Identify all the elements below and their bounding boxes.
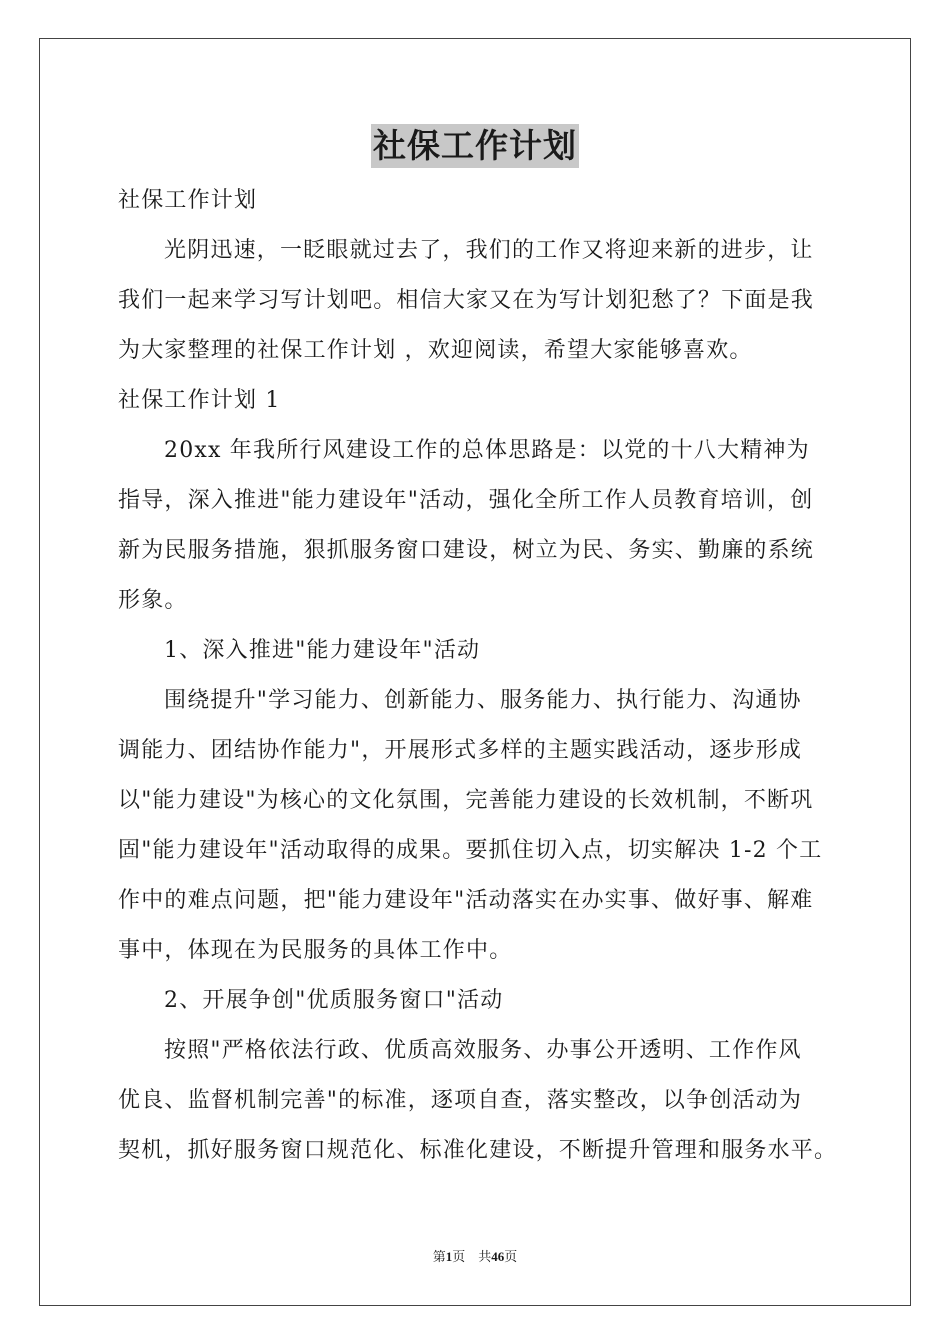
- text-line: 新为民服务措施，狠抓服务窗口建设，树立为民、务实、勤廉的系统: [118, 538, 815, 563]
- document-title: 社保工作计划: [371, 124, 579, 168]
- text-line: 1、深入推进"能力建设年"活动: [164, 638, 481, 663]
- footer-prefix: 第: [432, 1249, 446, 1264]
- footer-middle: 页 共: [452, 1249, 492, 1264]
- text-line: 契机，抓好服务窗口规范化、标准化建设，不断提升管理和服务水平。: [118, 1138, 838, 1163]
- text-line: 优良、监督机制完善"的标准，逐项自查，落实整改，以争创活动为: [118, 1088, 803, 1113]
- text-line: 事中，体现在为民服务的具体工作中。: [118, 938, 513, 963]
- text-line: 社保工作计划: [118, 188, 258, 213]
- text-line: 社保工作计划 1: [118, 388, 281, 413]
- text-line: 指导，深入推进"能力建设年"活动，强化全所工作人员教育培训，创: [118, 488, 814, 513]
- text-line: 固"能力建设年"活动取得的成果。要抓住切入点，切实解决 1-2 个工: [118, 838, 823, 863]
- title-wrapper: [0, 124, 950, 168]
- text-line: 作中的难点问题，把"能力建设年"活动落实在办实事、做好事、解难: [118, 888, 814, 913]
- text-line: 围绕提升"学习能力、创新能力、服务能力、执行能力、沟通协: [164, 688, 802, 713]
- text-line: 为大家整理的社保工作计划 ，欢迎阅读，希望大家能够喜欢。: [118, 338, 753, 363]
- footer-suffix: 页: [504, 1249, 518, 1264]
- text-line: 我们一起来学习写计划吧。相信大家又在为写计划犯愁了？下面是我: [118, 288, 815, 313]
- text-line: 按照"严格依法行政、优质高效服务、办事公开透明、工作作风: [164, 1038, 802, 1063]
- footer-total-pages: 46: [491, 1249, 505, 1264]
- page-footer: [0, 1246, 950, 1265]
- text-line: 2、开展争创"优质服务窗口"活动: [164, 988, 504, 1013]
- footer-page-number: 1: [445, 1249, 453, 1264]
- text-line: 20xx 年我所行风建设工作的总体思路是：以党的十八大精神为: [164, 438, 810, 463]
- text-line: 以"能力建设"为核心的文化氛围，完善能力建设的长效机制，不断巩: [118, 788, 814, 813]
- document-body: [118, 176, 838, 1176]
- text-line: 光阴迅速，一眨眼就过去了，我们的工作又将迎来新的进步，让: [164, 238, 814, 263]
- text-line: 形象。: [118, 588, 188, 613]
- text-line: 调能力、团结协作能力"，开展形式多样的主题实践活动，逐步形成: [118, 738, 803, 763]
